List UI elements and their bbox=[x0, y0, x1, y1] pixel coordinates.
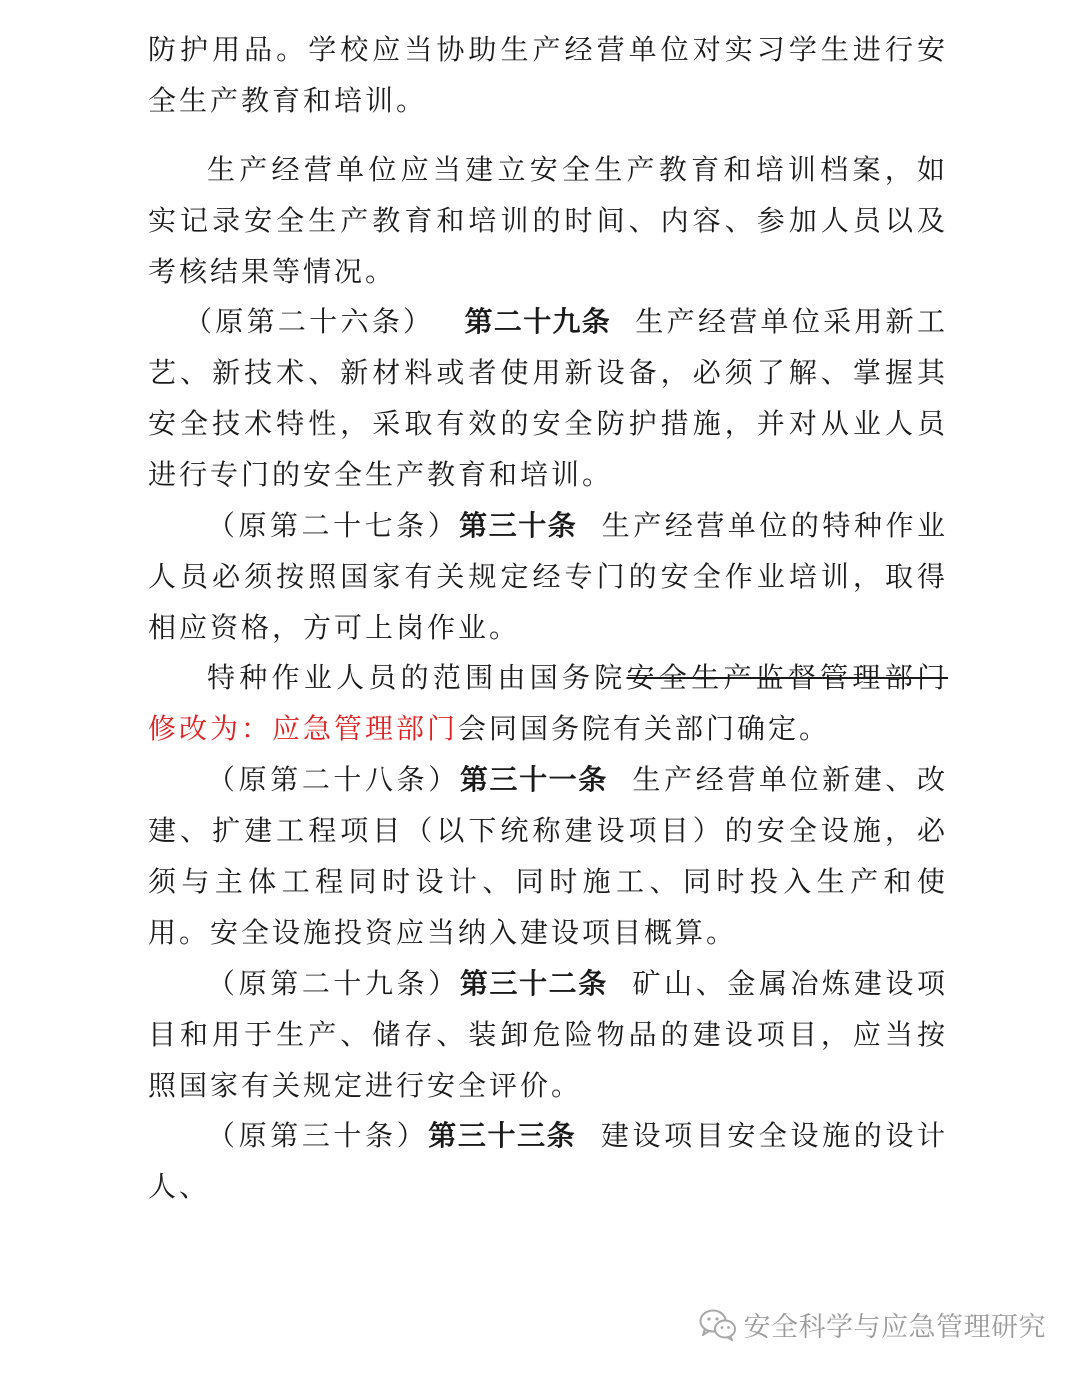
paragraph-2-text: 生产经营单位应当建立安全生产教育和培训档案，如实记录安全生产教育和培训的时间、内容、参加人员以及考核结果等情况。 bbox=[148, 153, 948, 288]
amendment-paragraph bbox=[148, 652, 948, 754]
article-31-paragraph bbox=[148, 754, 948, 958]
paragraph-1 bbox=[148, 24, 948, 126]
article-30-paragraph bbox=[148, 500, 948, 653]
article-number: 第三十三条 bbox=[428, 1119, 577, 1152]
original-article-ref: （原第二十八条） bbox=[207, 763, 460, 796]
article-text: 生产经营单位采用新工艺、新技术、新材料或者使用新设备，必须了解、掌握其安全技术特性，采取有效的安全防护措施，并对从业人员进行专门的安全生产教育和培训。 bbox=[148, 305, 948, 491]
original-article-ref: （原第三十条） bbox=[207, 1119, 429, 1152]
article-text: 建设项目安全设施的设计人、 bbox=[148, 1119, 948, 1203]
original-article-ref: （原第二十七条） bbox=[207, 509, 460, 542]
article-text: 矿山、金属冶炼建设项目和用于生产、储存、装卸危险物品的建设项目，应当按照国家有关规定进行安全评价。 bbox=[148, 967, 948, 1102]
amendment-after-text: 会同国务院有关部门确定。 bbox=[458, 712, 831, 745]
article-number: 第三十条 bbox=[459, 509, 578, 542]
original-article-ref: （原第二十六条） bbox=[184, 305, 435, 338]
watermark-text: 安全科学与应急管理研究 bbox=[743, 1312, 1046, 1343]
wechat-icon bbox=[698, 1308, 738, 1342]
amendment-before-text: 特种作业人员的范围由国务院 bbox=[207, 661, 627, 694]
article-number: 第二十九条 bbox=[464, 305, 612, 338]
paragraph-2 bbox=[148, 144, 948, 297]
struck-text: 安全生产监督管理部门 bbox=[626, 661, 948, 694]
article-33-paragraph bbox=[148, 1110, 948, 1212]
watermark bbox=[698, 1305, 1047, 1344]
original-article-ref: （原第二十九条） bbox=[207, 967, 460, 1000]
article-32-paragraph bbox=[148, 958, 948, 1111]
amendment-text: 修改为：应急管理部门 bbox=[148, 712, 459, 745]
article-number: 第三十一条 bbox=[459, 763, 608, 796]
article-text: 生产经营单位新建、改建、扩建工程项目（以下统称建设项目）的安全设施，必须与主体工程同时设计、同时施工、同时投入生产和使用。安全设施投资应当纳入建设项目概算。 bbox=[148, 763, 948, 949]
article-text: 生产经营单位的特种作业人员必须按照国家有关规定经专门的安全作业培训，取得相应资格，方可上岗作业。 bbox=[148, 509, 948, 644]
article-29-paragraph bbox=[148, 296, 948, 500]
article-number: 第三十二条 bbox=[459, 967, 608, 1000]
paragraph-1-text: 防护用品。学校应当协助生产经营单位对实习学生进行安全生产教育和培训。 bbox=[148, 33, 948, 117]
